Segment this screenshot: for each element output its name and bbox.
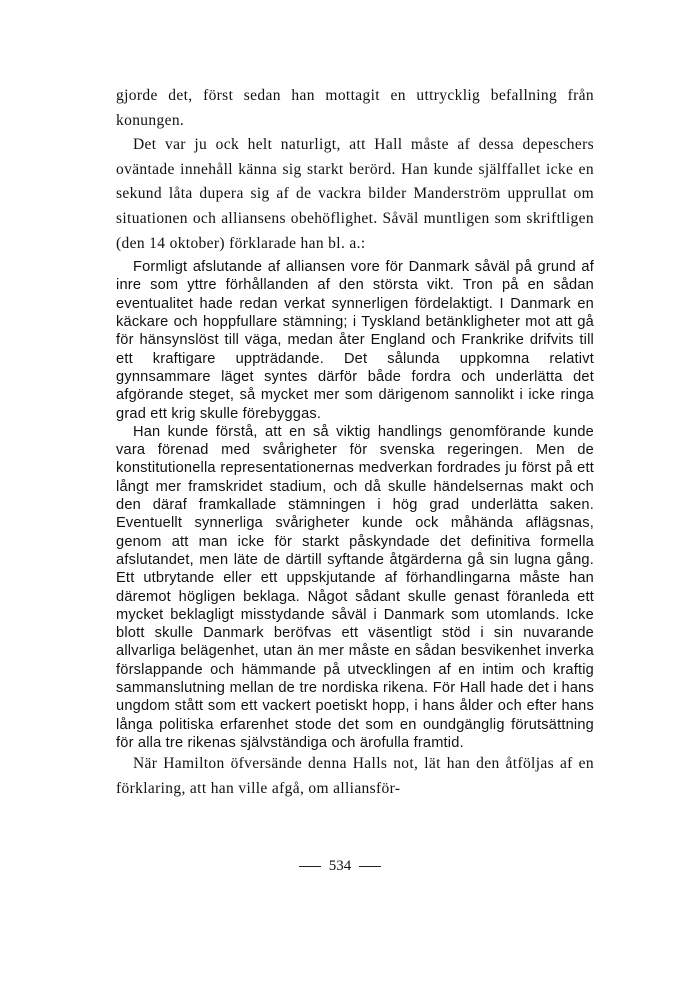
page-footer <box>0 858 680 875</box>
folio-dash-left <box>299 866 321 867</box>
paragraph-hall-reaction: Det var ju ock helt naturligt, att Hall måste af dessa depeschers oväntade innehåll känna sig starkt berörd. Han kunde själffallet icke en sekund låta dupera sig af de vackra bilder Manderström upprullat om situationen och alliansens obehöflighet. Såväl muntligen som skriftligen (den 14 oktober) förklarade han bl. a.: <box>116 136 594 252</box>
paragraph-hamilton: När Hamilton öfversände denna Halls not, lät han den åtföljas af en förklaring, att han ville afgå, om alliansför- <box>116 755 594 797</box>
body-text <box>116 84 594 801</box>
quoted-paragraph-alliance: Formligt afslutande af alliansen vore för Danmark såväl på grund af inre som yttre förhållanden af den största vikt. Tron på en sådan eventualitet hade redan verkat synnerligen fördelaktigt. I Danmark en käckare och hoppfullare stämning; i Tyskland betänkligheter mot att gå för hänsynslöst till väga, medan åter England och Frankrike drifvits till ett kraftigare uppträdande. Det sålunda uppkomna relativt gynnsammare läget syntes därför både fordra och underlätta det afgörande steget, så mycket mer som därigenom sannolikt i icke ringa grad ett krig skulle förebyggas. <box>116 259 594 422</box>
quoted-paragraph-difficulties: Han kunde förstå, att en så viktig handlings genomförande kunde vara förenad med svårigheter för svenska regeringen. Men de konstitutionella representationernas medverkan fordrades ju först på ett långt mer framskridet stadium, och då skulle händelsernas makt och den däraf framkallade stämningen i hög grad underlätta saken. Eventuellt synnerliga svårigheter kunde ock måhända aflägsnas, genom att man icke för starkt påskyndade det definitiva formella afslutandet, men läte de därtill syftande åtgärderna gå sin lugna gång. Ett utbrytande eller ett uppskjutande af förhandlingarna måste han däremot högligen beklaga. Något sådant skulle genast föranleda ett mycket beklagligt misstydande såväl i Danmark som utomlands. Icke blott skulle Danmark beröfvas ett väsentligt stöd i sin nuvarande allvarliga belägenhet, utan än mer måste en sådan besvikenhet inverka förslappande och hämmande på utvecklingen af en intim och kraftig sammanslutning mellan de tre nordiska rikena. För Hall hade det i hans ungdom stått som ett vackert poetiskt hopp, i hans ålder och efter hans långa politiska erfarenhet stode det som en oundgänglig förutsättning för alla tre rikenas självständiga och ärofulla framtid. <box>116 423 594 751</box>
paragraph-continuation: gjorde det, först sedan han mottagit en uttrycklig befallning från konungen. <box>116 87 594 129</box>
folio-dash-right <box>359 866 381 867</box>
page-number: 534 <box>328 858 352 874</box>
